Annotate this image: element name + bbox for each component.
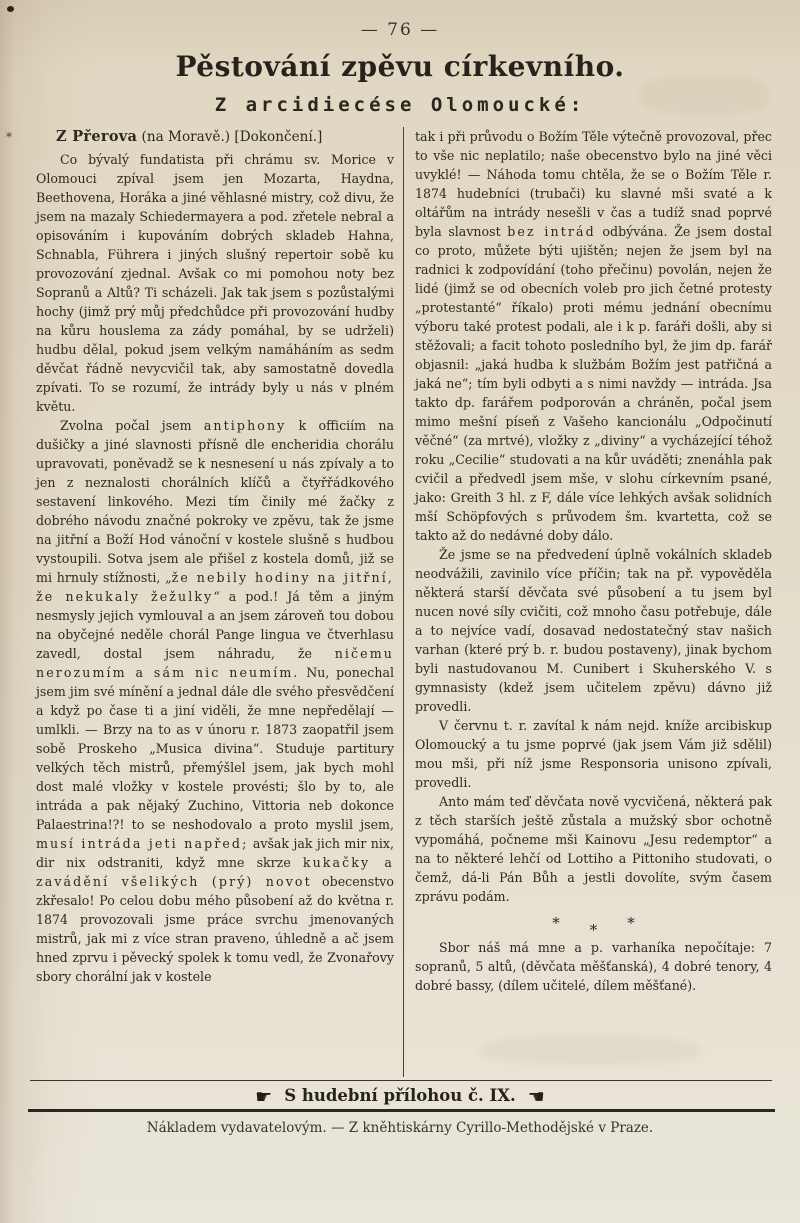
paragraph: [36, 416, 394, 986]
paragraph: [415, 938, 772, 995]
supplement-note: S hudební přílohou č. IX.: [284, 1086, 516, 1105]
article-columns: [6, 127, 772, 1077]
ink-speck: [7, 6, 14, 12]
text-segment: Sbor náš má mne a p. varhaníka nepočítaje: 7 sopranů, 5 altů, (děvčata měšťanská), 4 dobré tenory, 4 dobré bassy, (dílem učitelé, dílem měšťané).: [415, 940, 772, 993]
manicule-right-icon: ☛: [255, 1086, 273, 1108]
right-column: [404, 127, 772, 1077]
page-title: Pěstování zpěvu církevního.: [175, 50, 625, 83]
paragraph: [415, 127, 772, 545]
text-segment: bez intrád: [507, 224, 596, 239]
manicule-left-icon: ☚: [527, 1086, 545, 1108]
footer-rule-thin: [30, 1080, 772, 1081]
text-segment: musí intráda jeti napřed;: [36, 836, 249, 851]
text-segment: avšak jak jich mir nix, dir nix odstraniti, když mne skrze: [36, 836, 394, 870]
text-segment: “ a pod.! Já těm a jiným nesmysly jejich vymlouval a an jsem zároveň tou dobou na obyčejné neděle chorál Pange lingua ve čtverhlasu zavedl, dostal jsem náhradu, že: [36, 589, 394, 661]
text-segment: tak i při průvodu o Božím Těle výtečně provozoval, přec to vše nic neplatilo; naše obecenstvo bylo na jiné věci uvyklé! — Náhoda tomu chtěla, že se o Božím Těle r. 1874 hudebníci (trubači) ku slavné mši svaté a k oltářům na intrády nesešli v čas a tudíž snad poprvé byla slavnost: [415, 129, 772, 239]
asterisk: *: [552, 914, 560, 932]
page-number: — 76 —: [360, 20, 440, 40]
supplement-line: [0, 1086, 800, 1108]
text-segment: Z Přerova: [56, 128, 138, 145]
asterisk: *: [589, 921, 598, 939]
text-segment: Že jsme se na předvedení úplně vokálních skladeb neodvážili, zavinilo více příčin; tak na př. vypověděla některá starší děvčata své působení a tu jsem byl nucen nové síly cvičiti, což mnoho času potřebuje, dále a to nejvíce vadí, dosavad nedostatečný stav našich varhan (které prý b. r. budou postaveny), jinak bychom byli nastudovanou M. Cunibert i Skuherského V. s gymnasisty (kdež jsem učitelem zpěvu) dávno již provedli.: [415, 547, 772, 714]
text-segment: Co bývalý fundatista při chrámu sv. Morice v Olomouci zpíval jsem jen Mozarta, Haydna, Beethovena, Horáka a jiné věhlasné mistry, což divu, že jsem na mazaly Schiedermayera a pod. zřetele nebral a opisováním i kupováním dobrých skladeb Hahna, Schnabla, Führera i jiných slušný repertoir sobě ku provozování zjednal. Avšak co mi pomohou noty bez Sopranů a Altů? Ti scházeli. Jak tak jsem s pozůstalými hochy (jimž prý můj předchůdce při provozování hudby na kůru houslema za zády pomáhal, by se udrželi) hudbu dělal, pokud jsem velkým namáháním as sedm děvčat řádně nevycvičil tak, aby samostatně dovedla zpívati. To se rozumí, že intrády byly u nás v plném květu.: [36, 152, 394, 414]
text-segment: ničemu nerozumím a sám nic neumím.: [36, 646, 394, 680]
text-segment: Nu, ponechal jsem jim své mínění a jednal dále dle svého přesvědčení a když po čase ti a jiní viděli, že mne nepředělají — umlkli. — Brzy na to as v únoru r. 1873 zaopatřil jsem sobě Proskeho „Musica divina“. Studuje partitury velkých těch mistrů, přemýšlel jsem, jak bych mohl dost malé vložky v kostele provésti; šlo by to, ale intráda a pak nějaký Zuchino, Vittoria neb dokonce Palaestrina!?! to se neshodovalo a proto myslil jsem,: [36, 665, 394, 832]
page-subtitle: Z arcidiecése Olomoucké:: [214, 94, 586, 116]
paragraph: [36, 150, 394, 416]
text-segment: (na Moravě.) [Dokončení.]: [137, 129, 323, 145]
text-segment: Anto mám teď děvčata nově vycvičená, některá pak z těch starších ještě zůstala a mužský sbor ochotně vypomáhá, počneme mši Kainovu „Jesu redemptor“ a na to některé lehčí od Lottiho a Pittoniho studovati, o čemž, dá-li Pán Bůh a jestli dovolíte, svým časem zprávu podám.: [415, 794, 772, 904]
text-segment: odbývána. Že jsem dostal co proto, můžete býti ujištěn; nejen že jsem byl na radnici k zodpovídání (toho přečinu) povolán, nejen že lidé (jimž se od obecních voleb pro jich četné protesty „protestanté“ říkalo) proti mému jednání obecnímu výboru také protest podali, ale i k p. faráři došli, aby si stěžovali; a facit tohoto posledního byl, že jim dp. farář objasnil: „jaká hudba k službám Božím jest patřičná a jaká ne“; tím byli odbyti a s nimi navždy — intráda. Jsa takto dp. farářem podporován a chráněn, počal jsem mimo mešní píseň z Vašeho kancionálu „Odpočinutí věčné“ (za mrtvé), vložky z „diviny“ a vycházející téhož roku „Cecilie“ studovati a na kůr uváděti; znenáhla pak cvičil a předvedl jsem mše, v slohu církevním psané, jako: Greith 3 hl. z F, dále více lehkých avšak solidních mší Schöpfových s průvodem šm. kvartetta, což se takto až do nedávné doby dálo.: [415, 224, 772, 543]
article-dateline: [6, 127, 394, 147]
imprint-line: Nákladem vydavatelovým. — Z kněhtiskárny Cyrillo-Methodějské v Praze.: [146, 1120, 654, 1136]
asterisk-separator: [415, 914, 772, 939]
paragraph: [415, 792, 772, 906]
asterisk: *: [627, 914, 635, 932]
text-segment: V červnu t. r. zavítal k nám nejd. kníže arcibiskup Olomoucký a tu jsme poprvé (jak jsem Vám již sdělil) mou mši, při níž jsme Responsoria unisono zpívali, provedli.: [415, 718, 772, 790]
margin-mark: *: [6, 130, 12, 144]
text-segment: obecenstvo zkřesalo! Po celou dobu mého působení až do května r. 1874 provozovali jsme práce svrchu jmenovaných mistrů, jak mi z více stran praveno, úhledně a ač jsem hned zprvu i pěvecký spolek k tomu vedl, že Zvonařovy sbory chorální jak v kostele: [36, 874, 394, 984]
paragraph: [415, 545, 772, 716]
text-segment: k officiím na dušičky a jiné slavnosti přísně dle encheridia chorálu upravovati, poněvadž se k nesnesení u nás zpívaly a to jen z neznalosti chorálních klíčů a čtyřřádkového sestavení linkového. Mezi tím činily mé žačky z dobrého návodu značné pokroky ve zpěvu, tak že jsme na jitřní a Boží Hod vánoční v kostele slušně s hudbou vystoupili. Sotva jsem ale přišel z kostela domů, již se mi hrnuly stížnosti, „: [36, 418, 394, 585]
paragraph: [415, 716, 772, 792]
footer-rule-thick: [28, 1109, 775, 1112]
left-column: [6, 127, 404, 1077]
text-segment: kukačky a zavádění všelikých (prý) novot: [36, 855, 395, 889]
text-segment: antiphony: [203, 418, 287, 433]
text-segment: že nebily hodiny na jitřní, že nekukaly žežulky: [36, 570, 394, 604]
text-segment: Zvolna počal jsem: [60, 418, 204, 433]
